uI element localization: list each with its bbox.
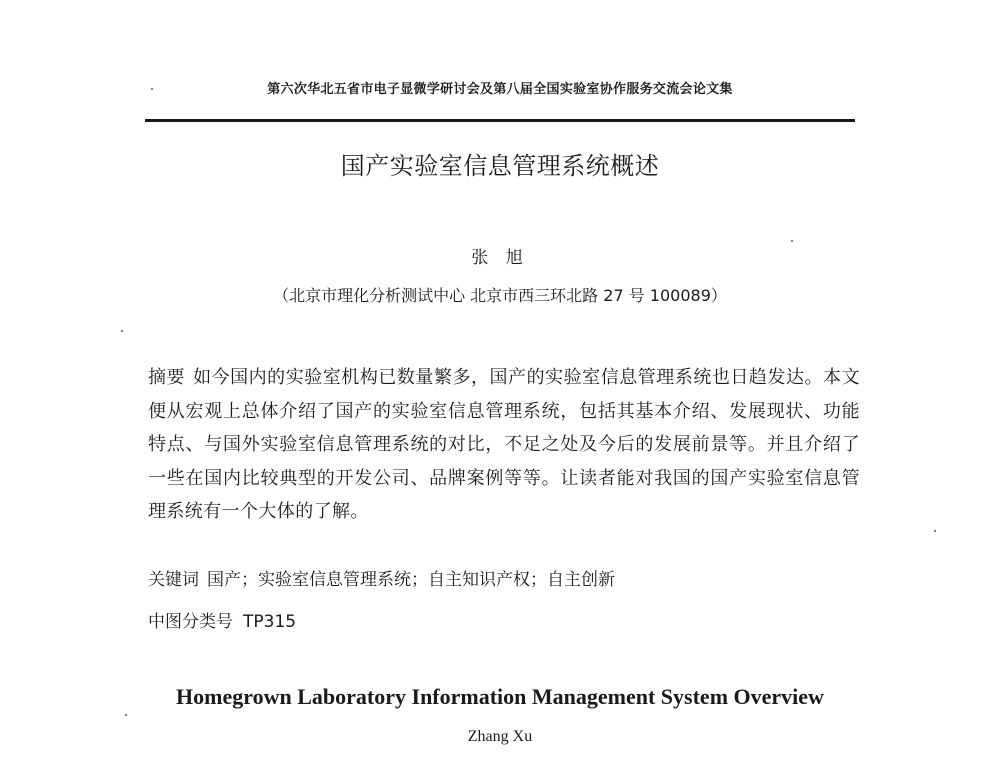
title-chinese: 国产实验室信息管理系统概述 [340, 152, 660, 180]
affiliation-chinese: （北京市理化分析测试中心 北京市西三环北路 27 号 100089） [273, 286, 727, 305]
keywords-text: 国产；实验室信息管理系统；自主知识产权；自主创新 [207, 570, 615, 590]
classification-code: TP315 [243, 612, 297, 632]
abstract-label: 摘要 [148, 367, 186, 388]
running-header: 第六次华北五省市电子显微学研讨会及第八届全国实验室协作服务交流会论文集 [267, 82, 733, 97]
scan-speck [121, 330, 123, 332]
scan-speck [125, 714, 127, 716]
scan-speck [151, 88, 153, 90]
keywords-line [148, 565, 615, 590]
author-chinese: 张 旭 [471, 248, 529, 268]
author-english: Zhang Xu [467, 728, 533, 745]
classification-label: 中图分类号 [148, 612, 233, 632]
classification-line [148, 607, 296, 632]
keywords-label: 关键词 [148, 570, 199, 590]
abstract-paragraph [148, 361, 860, 529]
scan-speck [934, 530, 936, 532]
abstract-text: 如今国内的实验室机构已数量繁多，国产的实验室信息管理系统也日趋发达。本文便从宏观上总体介绍了国产的实验室信息管理系统，包括其基本介绍、发展现状、功能特点、与国外实验室信息管理系统的对比，不足之处及今后的发展前景等。并且介绍了一些在国内比较典型的开发公司、品牌案例等等。让读者能对我国的国产实验室信息管理系统有一个大体的了解。 [148, 367, 860, 522]
scan-speck [791, 240, 793, 242]
title-english: Homegrown Laboratory Information Management System Overview [176, 684, 824, 709]
header-rule [145, 119, 855, 122]
